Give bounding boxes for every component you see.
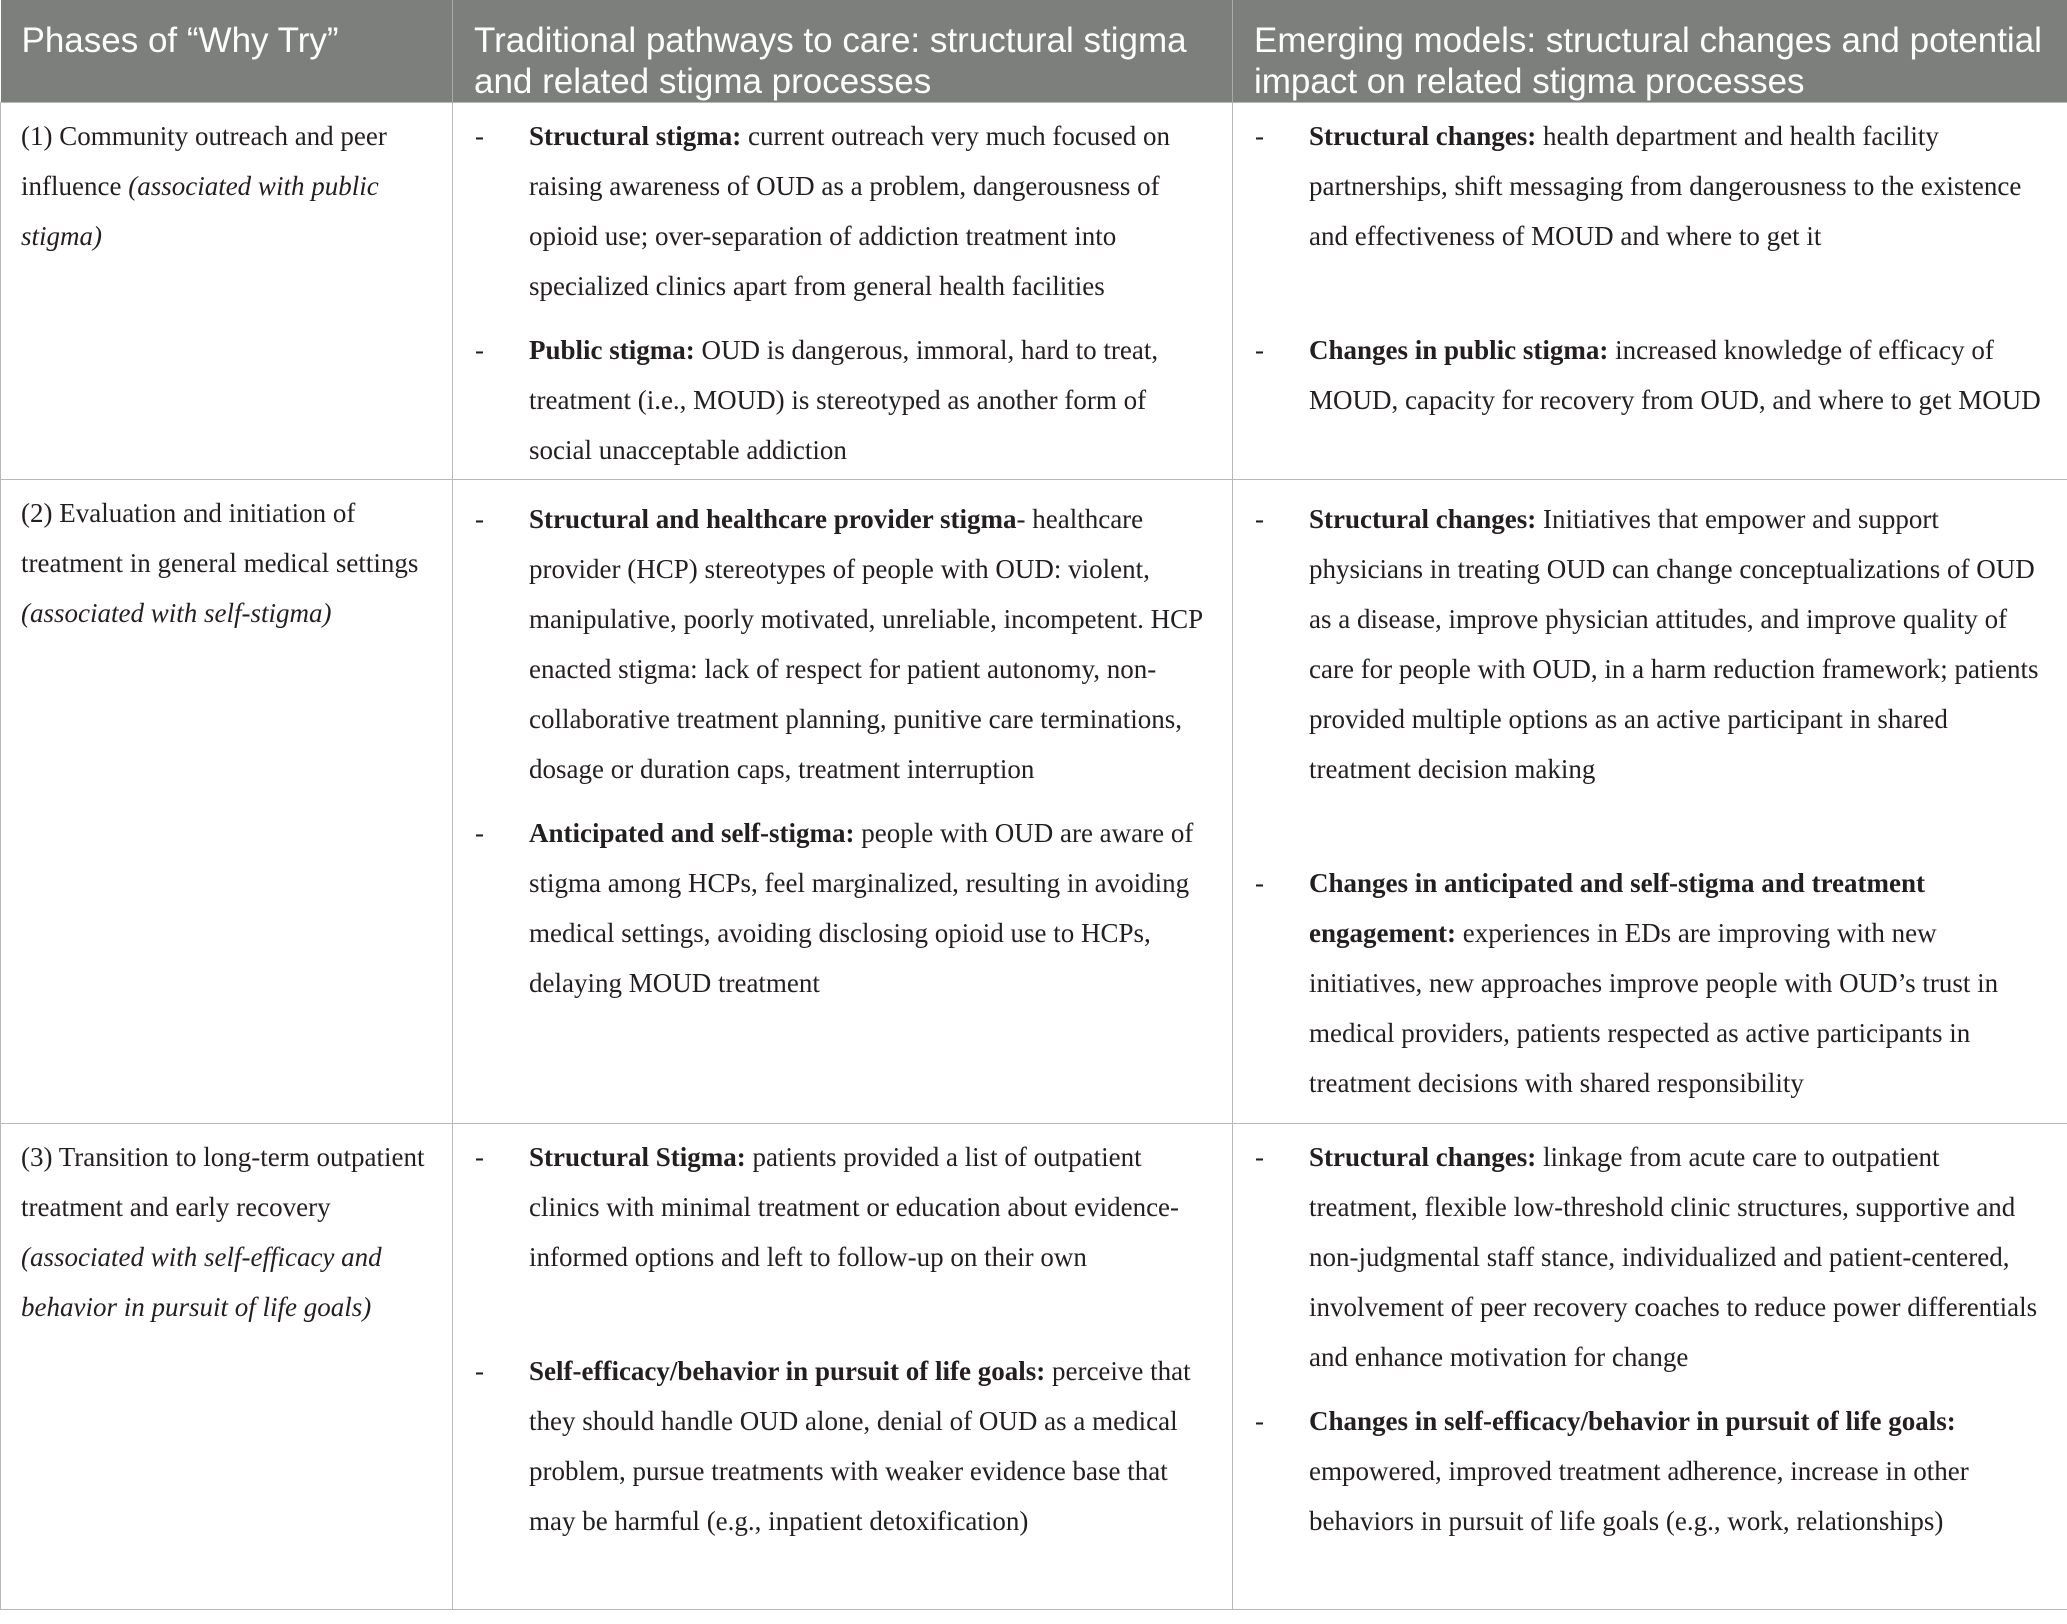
phase-title: (1) Community outreach and peer influence: [21, 121, 387, 201]
phase-note: (associated with self-efficacy and behavior in pursuit of life goals): [21, 1242, 382, 1323]
list-item: [1233, 111, 2047, 261]
header-traditional: Traditional pathways to care: structural stigma and related stigma processes: [453, 0, 1233, 103]
table-row: [1, 1124, 2067, 1610]
header-emerging: Emerging models: structural changes and potential impact on related stigma processes: [1233, 0, 2067, 103]
item-label: Anticipated and self-stigma:: [529, 817, 855, 848]
item-text: experiences in EDs are improving with new initiatives, new approaches improve people with OUD’s trust in medical providers, patients respected as active participants in treatment decisions with shared responsibility: [1309, 917, 1999, 1098]
list-item: [1233, 1132, 2047, 1382]
item-label: Self-efficacy/behavior in pursuit of life goals:: [529, 1356, 1046, 1387]
bullet-dash: -: [1255, 867, 1264, 898]
item-text: linkage from acute care to outpatient treatment, flexible low-threshold clinic structures, supportive and non-judgmental staff stance, individualized and patient-centered, involvement of peer recovery coaches to reduce power differentials and enhance motivation for change: [1309, 1142, 2038, 1373]
list-item: [1233, 858, 2047, 1108]
phase-note: (associated with self-stigma): [21, 597, 332, 628]
header-row: [1, 0, 2067, 103]
phase-cell: [1, 1124, 453, 1610]
list-item: [453, 1132, 1212, 1282]
item-text: health department and health facility partnerships, shift messaging from dangerousness to the existence and effectiveness of MOUD and where to get it: [1309, 121, 2022, 251]
list-item: [1233, 325, 2047, 425]
bullet-dash: -: [475, 121, 484, 151]
traditional-cell: [453, 479, 1233, 1123]
phase-cell: [1, 479, 453, 1123]
list-item: [453, 1346, 1212, 1546]
header-phases: Phases of “Why Try”: [1, 0, 453, 103]
bullet-dash: -: [475, 1356, 484, 1387]
item-text: Initiatives that empower and support physicians in treating OUD can change conceptualizations of OUD as a disease, improve physician attitudes, and improve quality of care for people with OUD, in a harm reduction framework; patients provided multiple options as an active participant in shared treatment decision making: [1309, 503, 2039, 784]
item-text: increased knowledge of efficacy of MOUD, capacity for recovery from OUD, and where to get MOUD: [1309, 335, 2041, 415]
item-text: empowered, improved treatment adherence, increase in other behaviors in pursuit of life goals (e.g., work, relationships): [1309, 1456, 1969, 1537]
emerging-cell: [1233, 1124, 2067, 1610]
list-item: [453, 325, 1212, 475]
list-item: [1233, 1396, 2047, 1546]
phase-title: (2) Evaluation and initiation of treatment in general medical settings: [21, 497, 419, 578]
phase-note: (associated with public stigma): [21, 171, 379, 251]
item-text: current outreach very much focused on raising awareness of OUD as a problem, dangerousness of opioid use; over-separation of addiction treatment into specialized clinics apart from general health facilities: [529, 121, 1171, 301]
list-item: [453, 494, 1212, 794]
emerging-cell: [1233, 479, 2067, 1123]
bullet-dash: -: [475, 817, 484, 848]
bullet-dash: -: [475, 335, 484, 365]
item-text: perceive that they should handle OUD alone, denial of OUD as a medical problem, pursue treatments with weaker evidence base that may be harmful (e.g., inpatient detoxification): [529, 1356, 1191, 1537]
bullet-dash: -: [1255, 1142, 1264, 1173]
item-text: OUD is dangerous, immoral, hard to treat, treatment (i.e., MOUD) is stereotyped as another form of social unacceptable addiction: [529, 335, 1159, 465]
traditional-cell: [453, 103, 1233, 480]
traditional-cell: [453, 1124, 1233, 1610]
bullet-dash: -: [475, 503, 484, 534]
list-item: [453, 808, 1212, 1008]
bullet-dash: -: [1255, 121, 1264, 151]
item-text: - healthcare provider (HCP) stereotypes of people with OUD: violent, manipulative, poorly motivated, unreliable, incompetent. HCP enacted stigma: lack of respect for patient autonomy, non-collaborative treatment planning, punitive care terminations, dosage or duration caps, treatment interruption: [529, 503, 1203, 784]
item-label: Public stigma:: [529, 335, 695, 365]
phase-cell: [1, 103, 453, 480]
bullet-dash: -: [475, 1142, 484, 1173]
table-row: [1, 103, 2067, 480]
item-label: Changes in anticipated and self-stigma and treatment engagement:: [1309, 867, 1926, 948]
item-text: people with OUD are aware of stigma among HCPs, feel marginalized, resulting in avoiding medical settings, avoiding disclosing opioid use to HCPs, delaying MOUD treatment: [529, 817, 1194, 998]
table-row: [1, 479, 2067, 1123]
item-label: Structural changes:: [1309, 503, 1537, 534]
item-label: Structural Stigma:: [529, 1142, 746, 1173]
bullet-dash: -: [1255, 503, 1264, 534]
item-label: Structural changes:: [1309, 1142, 1537, 1173]
list-item: [453, 111, 1212, 311]
item-label: Changes in public stigma:: [1309, 335, 1609, 365]
list-item: [1233, 494, 2047, 794]
bullet-dash: -: [1255, 1406, 1264, 1437]
bullet-dash: -: [1255, 335, 1264, 365]
item-label: Changes in self-efficacy/behavior in pursuit of life goals:: [1309, 1406, 1956, 1437]
item-label: Structural and healthcare provider stigma: [529, 503, 1017, 534]
item-label: Structural stigma:: [529, 121, 742, 151]
phase-title: (3) Transition to long-term outpatient treatment and early recovery: [21, 1142, 425, 1223]
emerging-cell: [1233, 103, 2067, 480]
item-label: Structural changes:: [1309, 121, 1537, 151]
item-text: patients provided a list of outpatient clinics with minimal treatment or education about evidence-informed options and left to follow-up on their own: [529, 1142, 1180, 1273]
